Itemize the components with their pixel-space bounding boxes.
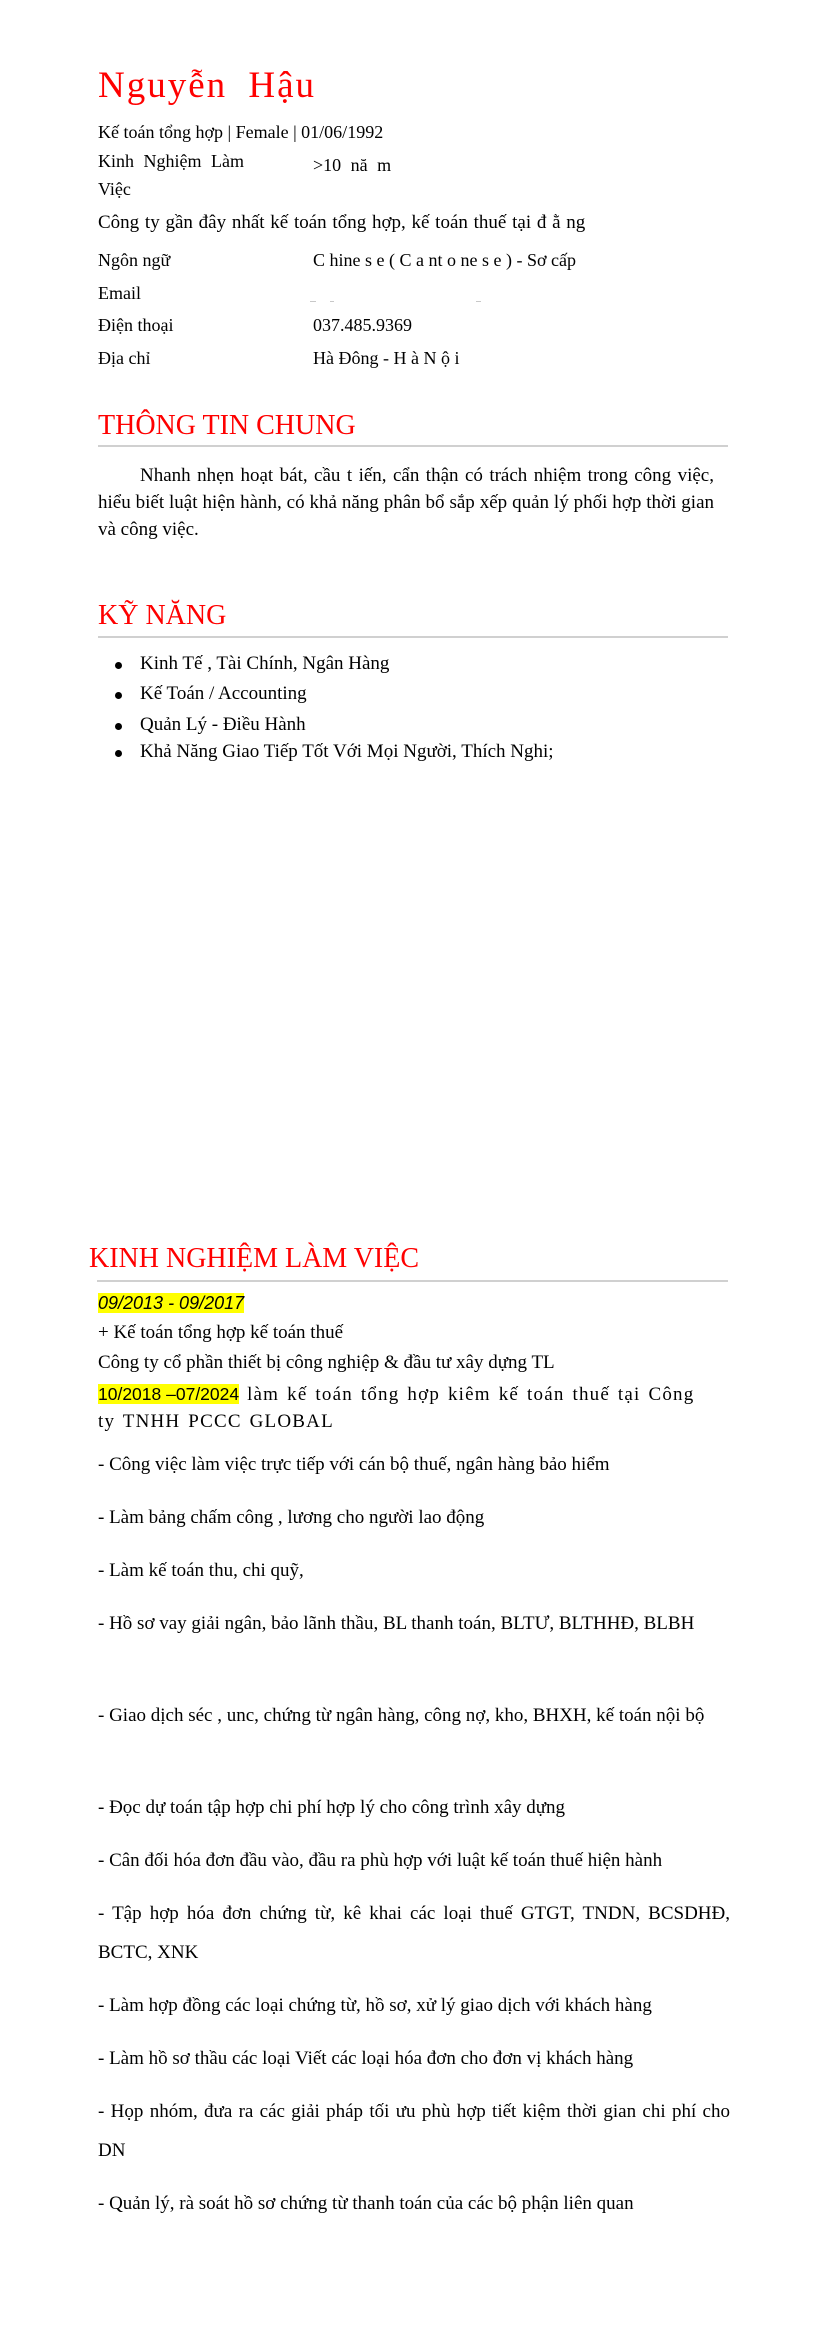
bullet-icon [115, 723, 122, 730]
section-title-general: THÔNG TIN CHUNG [98, 410, 356, 441]
job2-summary [98, 1381, 714, 1435]
bullet-icon [115, 750, 122, 757]
section-title-experience: KINH NGHIỆM LÀM VIỆC [89, 1243, 420, 1274]
general-summary: Nhanh nhẹn hoạt bát, cầu t iến, cẩn thận có trách nhiệm trong công việc, hiểu biết luật hiện hành, có khả năng phân bổ sắp xếp quản lý phối hợp thời gian và công việc. [98, 465, 714, 540]
job1-period: 09/2013 - 09/2017 [98, 1293, 245, 1313]
section-title-skills: KỸ NĂNG [98, 600, 227, 631]
skill-item: Kinh Tế , Tài Chính, Ngân Hàng [98, 652, 554, 682]
language-value: C hine s e ( C a nt o ne s e ) - Sơ cấp [313, 250, 576, 270]
job1-company: Công ty cổ phần thiết bị công nghiệp & đầu tư xây dựng TL [98, 1352, 555, 1373]
language-label: Ngôn ngữ [98, 250, 171, 270]
duty-item: - Giao dịch séc , unc, chứng từ ngân hàng, công nợ, kho, BHXH, kế toán nội bộ [98, 1705, 705, 1726]
candidate-subtitle: Kế toán tổng hợp | Female | 01/06/1992 [98, 122, 384, 142]
skill-item: Kế Toán / Accounting [98, 682, 554, 713]
candidate-name: Nguyễn Hậu [98, 65, 317, 106]
bullet-icon [115, 692, 122, 699]
section-divider [98, 636, 728, 638]
duty-item: - Làm kế toán thu, chi quỹ, [98, 1560, 304, 1581]
phone-label: Điện thoại [98, 315, 174, 335]
duty-item: - Họp nhóm, đưa ra các giải pháp tối ưu phù hợp tiết kiệm thời gian chi phí cho DN [98, 2101, 730, 2161]
email-value-clipped [310, 301, 490, 303]
section-divider [97, 1280, 728, 1282]
experience-value: >10 nă m [313, 155, 392, 175]
recent-company: Công ty gần đây nhất kế toán tổng hợp, kế toán thuế tại đ ằ ng [98, 212, 586, 233]
job2-period: 10/2018 –07/2024 [98, 1384, 240, 1404]
skill-item: Khả Năng Giao Tiếp Tốt Với Mọi Người, Thích Nghi; [98, 740, 554, 766]
duty-item: - Công việc làm việc trực tiếp với cán bộ thuế, ngân hàng bảo hiểm [98, 1454, 610, 1475]
email-label: Email [98, 283, 141, 303]
job2-description: làm kế toán tổng hợp kiêm kế toán thuế tại Công ty TNHH PCCC GLOBAL [98, 1384, 695, 1432]
bullet-icon [115, 662, 122, 669]
phone-value: 037.485.9369 [313, 315, 412, 335]
experience-label: Kinh Nghiệm Làm [98, 151, 244, 171]
skill-item: Quản Lý - Điều Hành [98, 713, 554, 740]
duty-item: - Cân đối hóa đơn đầu vào, đầu ra phù hợp với luật kế toán thuế hiện hành [98, 1850, 663, 1871]
skills-list [98, 652, 554, 766]
duty-item: - Đọc dự toán tập hợp chi phí hợp lý cho công trình xây dựng [98, 1797, 566, 1818]
address-label: Địa chỉ [98, 348, 151, 368]
experience-label-cont: Việc [98, 179, 131, 199]
duty-item: - Tập hợp hóa đơn chứng từ, kê khai các loại thuế GTGT, TNDN, BCSDHĐ, BCTC, XNK [98, 1903, 730, 1963]
duty-item: - Hồ sơ vay giải ngân, bảo lãnh thầu, BL thanh toán, BLTƯ, BLTHHĐ, BLBH [98, 1613, 695, 1634]
address-value: Hà Đông - H à N ộ i [313, 348, 460, 368]
duty-item: - Quản lý, rà soát hồ sơ chứng từ thanh toán của các bộ phận liên quan [98, 2193, 634, 2214]
duty-item: - Làm hồ sơ thầu các loại Viết các loại hóa đơn cho đơn vị khách hàng [98, 2048, 634, 2069]
job1-period-row [98, 1291, 244, 1316]
duty-item: - Làm bảng chấm công , lương cho người lao động [98, 1507, 485, 1528]
section-divider [98, 445, 728, 447]
job1-role: + Kế toán tổng hợp kế toán thuế [98, 1322, 344, 1343]
duty-item: - Làm hợp đồng các loại chứng từ, hồ sơ, xử lý giao dịch với khách hàng [98, 1995, 652, 2016]
